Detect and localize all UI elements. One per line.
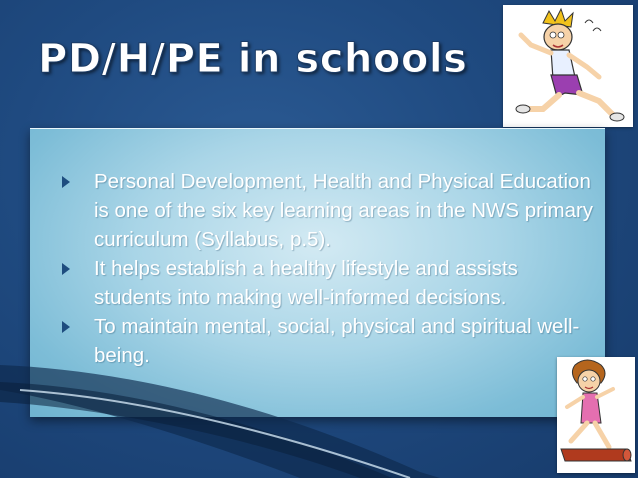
bullet-item <box>62 167 597 254</box>
bullet-item <box>62 254 597 312</box>
running-cartoon-man-icon <box>503 5 633 127</box>
right-triangle-bullet-icon <box>62 176 70 188</box>
bullet-list <box>62 167 597 370</box>
bullet-text: Personal Development, Health and Physical Education is one of the six key learning areas in the NWS primary curriculum (Syllabus, p.5). <box>94 170 594 251</box>
decorative-swoosh <box>0 360 638 478</box>
bullet-text: To maintain mental, social, physical and spiritual well-being. <box>94 315 580 367</box>
slide-title: PD/H/PE in schools <box>38 36 468 82</box>
bullet-text: It helps establish a healthy lifestyle and assists students into making well-informed decisions. <box>94 257 518 309</box>
gymnast-balance-beam-icon <box>557 357 635 473</box>
right-triangle-bullet-icon <box>62 263 70 275</box>
right-triangle-bullet-icon <box>62 321 70 333</box>
